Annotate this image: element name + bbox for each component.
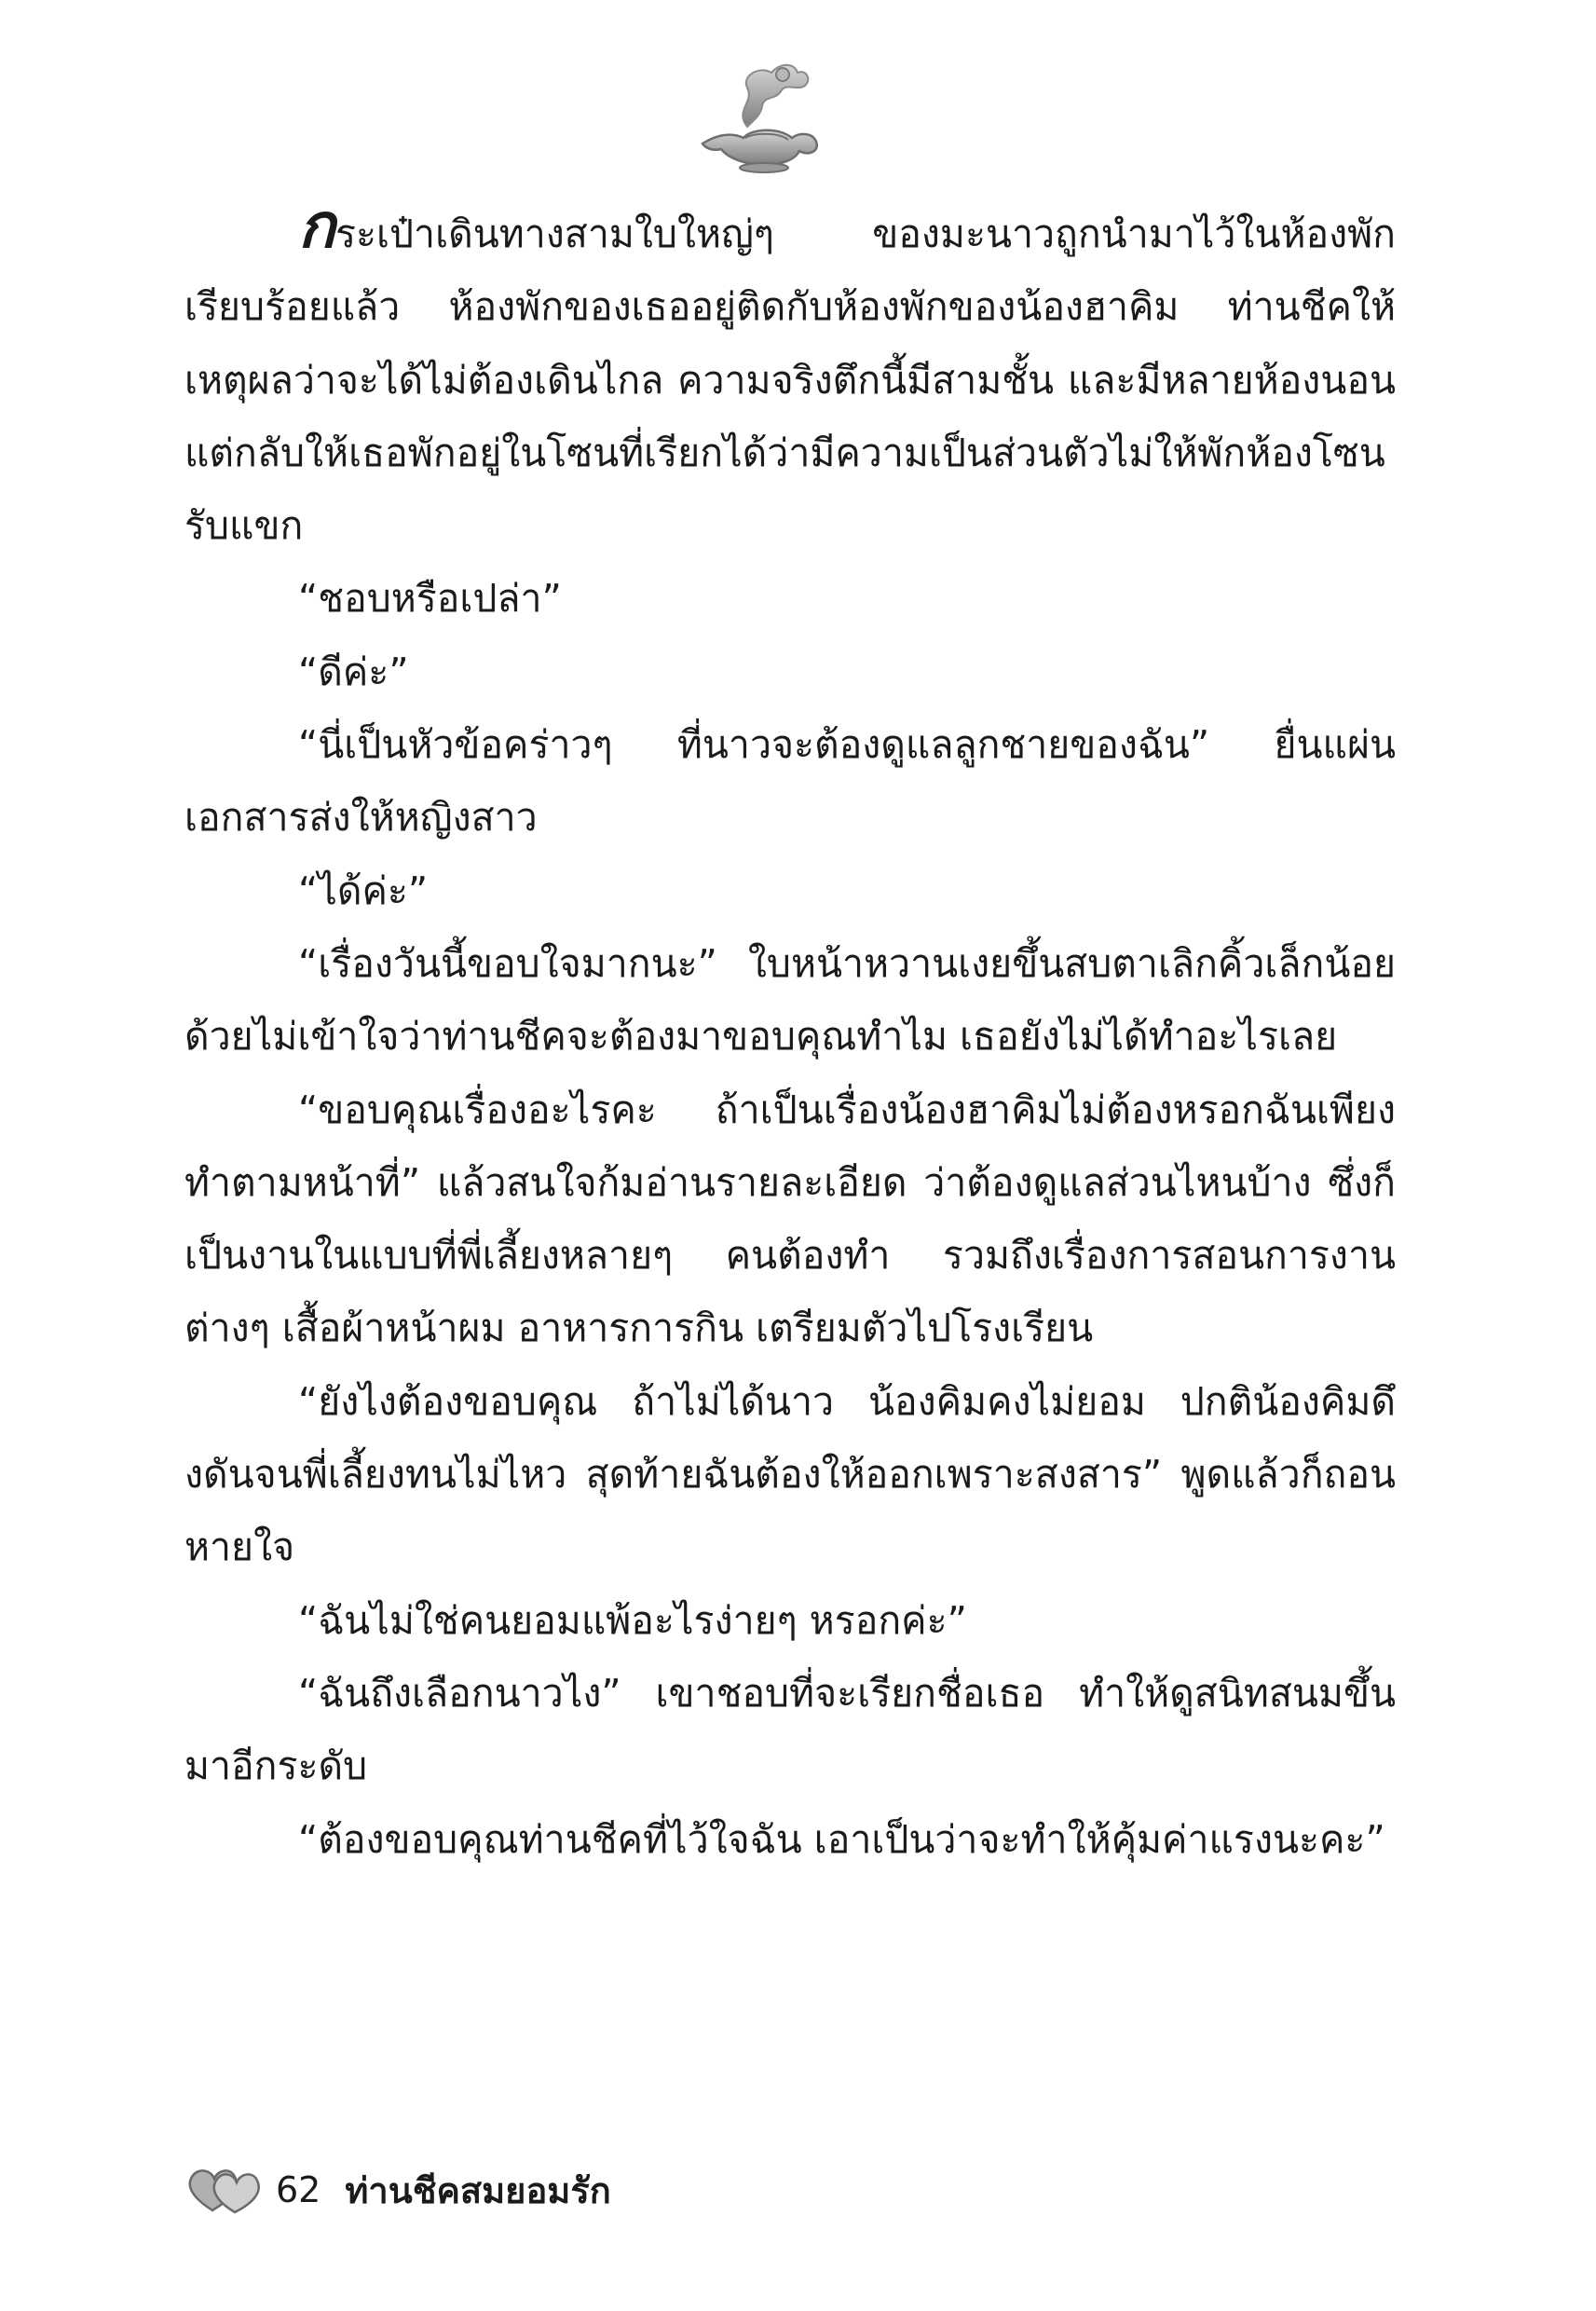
paragraph: “ชอบหรือเปล่า” [298,576,562,622]
page-footer [184,2162,611,2218]
body-text [184,190,1396,1876]
page-number: 62 [276,2169,321,2210]
paragraph: “ฉันไม่ใช่คนยอมแพ้อะไรง่ายๆ หรอกค่ะ” [298,1597,967,1643]
opening-paragraph-text: ระเป๋าเดินทางสามใบใหญ่ๆ ของมะนาวถูกนำมาไว้ในห้องพักเรียบร้อยแล้ว ห้องพักของเธออยู่ติดกับห้องพักของน้องฮาคิม ท่านชีคให้เหตุผลว่าจะได้ไม่ต้องเดินไกล ความจริงตึกนี้มีสามชั้น และมีหลายห้องนอน แต่กลับให้เธอพักอยู่ในโซนที่เรียกได้ว่ามีความเป็นส่วนตัวไม่ให้พักห้องโซนรับแขก [184,212,1396,549]
paragraph: “นี่เป็นหัวข้อคร่าวๆ ที่นาวจะต้องดูแลลูกชายของฉัน” ยื่นแผ่นเอกสารส่งให้หญิงสาว [184,722,1396,841]
paragraph: “ขอบคุณเรื่องอะไรคะ ถ้าเป็นเรื่องน้องฮาคิมไม่ต้องหรอกฉันเพียงทำตามหน้าที่” แล้วสนใจก้มอ่านรายละเอียด ว่าต้องดูแลส่วนไหนบ้าง ซึ่งก็เป็นงานในแบบที่พี่เลี้ยงหลายๆ คนต้องทำ รวมถึงเรื่องการสอนการงานต่างๆ เสื้อผ้าหน้าผม อาหารการกิน เตรียมตัวไปโรงเรียน [184,1087,1396,1351]
magic-lamp-icon [689,54,829,175]
paragraph: “ฉันถึงเลือกนาวไง” เขาชอบที่จะเรียกชื่อเธอ ทำให้ดูสนิทสนมขึ้นมาอีกระดับ [184,1670,1396,1789]
paragraph: “ยังไงต้องขอบคุณ ถ้าไม่ได้นาว น้องคิมคงไม่ยอม ปกติน้องคิมดึงดันจนพี่เลี้ยงทนไม่ไหว สุดท้ายฉันต้องให้ออกเพราะสงสาร” พูดแล้วก็ถอนหายใจ [184,1378,1396,1570]
opening-paragraph [184,190,1396,562]
hearts-icon [184,2164,263,2216]
paragraph: “ได้ค่ะ” [298,868,429,913]
paragraph: “เรื่องวันนี้ขอบใจมากนะ” ใบหน้าหวานเงยขึ้นสบตาเลิกคิ้วเล็กน้อย ด้วยไม่เข้าใจว่าท่านชีคจะต้องมาขอบคุณทำไม เธอยังไม่ได้ทำอะไรเลย [184,940,1396,1060]
drop-cap: ก [298,190,335,262]
paragraph: “ต้องขอบคุณท่านชีคที่ไว้ใจฉัน เอาเป็นว่าจะทำให้คุ้มค่าแรงนะคะ” [298,1816,1385,1862]
book-title: ท่านชีคสมยอมรัก [345,2169,611,2211]
paragraph: “ดีค่ะ” [298,649,409,694]
